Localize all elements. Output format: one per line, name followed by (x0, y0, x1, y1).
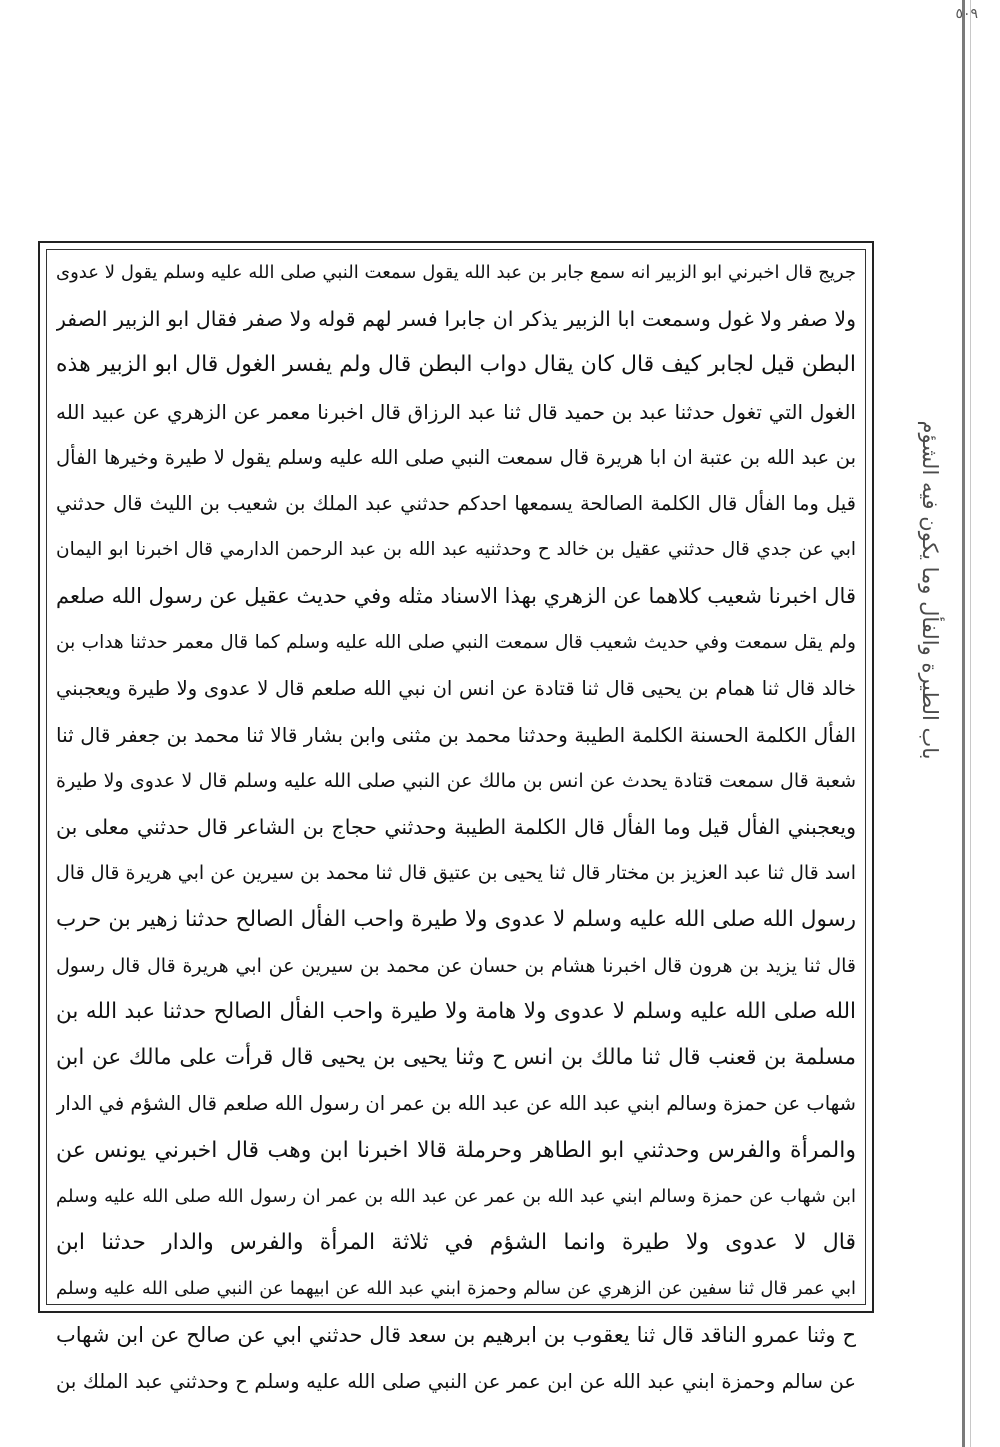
text-line: والمرأة والفرس وحدثني ابو الطاهر وحرملة قالا اخبرنا ابن وهب قال اخبرني يونس عن (56, 1137, 856, 1163)
text-line: البطن قيل لجابر كيف قال كان يقال دواب البطن قال ولم يفسر الغول قال ابو الزبير هذه (56, 352, 856, 378)
text-line: قال ثنا يزيد بن هرون قال اخبرنا هشام بن حسان عن محمد بن سيرين عن ابي هريرة قال قال رسول (56, 954, 856, 977)
text-line: ويعجبني الفأل قيل وما الفأل قال الكلمة الطيبة وحدثني حجاج بن الشاعر قال حدثني معلى بن (56, 815, 856, 840)
page-edge (962, 0, 965, 1447)
text-line: الفأل الكلمة الحسنة الكلمة الطيبة وحدثنا محمد بن مثنى وابن بشار قالا ثنا محمد بن جعفر قال ثنا (56, 722, 856, 747)
text-line: ابي عمر قال ثنا سفين عن الزهري عن سالم وحمزة ابني عبد الله عن ابيهما عن النبي صلى الله عليه وسلم (56, 1278, 856, 1300)
margin-heading (876, 380, 952, 800)
manuscript-text (46, 246, 866, 1393)
margin-heading-text: باب الطيرة والفأل وما يكون فيه الشؤم (918, 420, 942, 760)
text-line: بن عبد الله بن عتبة ان ابا هريرة قال سمعت النبي صلى الله عليه وسلم يقول لا طيرة وخيرها الفأل (56, 445, 856, 469)
text-line: قال اخبرنا شعيب كلاهما عن الزهري بهذا الاسناد مثله وفي حديث عقيل عن رسول الله صلعم (56, 584, 856, 609)
text-line: الغول التي تغول حدثنا عبد بن حميد قال ثنا عبد الرزاق قال اخبرنا معمر عن الزهري عن عبيد الله (56, 399, 856, 424)
text-line: شهاب عن حمزة وسالم ابني عبد الله عن عبد الله بن عمر ان رسول الله صلعم قال الشؤم في الدار (56, 1092, 856, 1116)
text-line: ولم يقل سمعت وفي حديث شعيب قال سمعت النبي صلى الله عليه وسلم كما قال معمر حدثنا هداب بن (56, 631, 856, 653)
page-edge-line (970, 0, 971, 1447)
text-line: قيل وما الفأل قال الكلمة الصالحة يسمعها احدكم حدثني عبد الملك بن شعيب بن الليث قال حدثني (56, 491, 856, 515)
folio-number: ٥٠٩ (955, 6, 978, 22)
text-line: رسول الله صلى الله عليه وسلم لا عدوى ولا طيرة واحب الفأل الصالح حدثنا زهير بن حرب (56, 906, 856, 932)
text-line: مسلمة بن قعنب قال ثنا مالك بن انس ح وثنا يحيى بن يحيى قال قرأت على مالك عن ابن (56, 1045, 856, 1071)
text-line: ابي عن جدي قال حدثني عقيل بن خالد ح وحدثنيه عبد الله بن عبد الرحمن الدارمي قال اخبرنا ابو اليمان (56, 539, 856, 561)
text-line: الله صلى الله عليه وسلم لا عدوى ولا هامة ولا طيرة واحب الفأل الصالح حدثنا عبد الله بن (56, 999, 856, 1024)
text-line: جريج قال اخبرني ابو الزبير انه سمع جابر بن عبد الله يقول سمعت النبي صلى الله عليه وسلم يقول لا عدوى (56, 262, 856, 283)
text-line: ولا صفر ولا غول وسمعت ابا الزبير يذكر ان جابرا فسر لهم قوله ولا صفر فقال ابو الزبير الصفر (56, 307, 856, 332)
text-line: شعبة قال سمعت قتادة يحدث عن انس بن مالك عن النبي صلى الله عليه وسلم قال لا عدوى ولا طيرة (56, 770, 856, 793)
text-line: خالد قال ثنا همام بن يحيى قال ثنا قتادة عن انس ان نبي الله صلعم قال لا عدوى ولا طيرة ويعجبني (56, 676, 856, 700)
text-line: قال لا عدوى ولا طيرة وانما الشؤم في ثلاثة المرأة والفرس والدار حدثنا ابن (56, 1229, 856, 1255)
text-line: اسد قال ثنا عبد العزيز بن مختار قال ثنا يحيى بن عتيق قال ثنا محمد بن سيرين عن ابي هريرة قال قال (56, 862, 856, 885)
text-line: عن سالم وحمزة ابني عبد الله عن ابن عمر عن النبي صلى الله عليه وسلم ح وحدثني عبد الملك بن (56, 1369, 856, 1393)
text-line: ح وثنا عمرو الناقد قال ثنا يعقوب بن ابرهيم بن سعد قال حدثني ابي عن صالح عن ابن شهاب (56, 1323, 856, 1348)
text-line: ابن شهاب عن حمزة وسالم ابني عبد الله بن عمر عن عبد الله بن عمر ان رسول الله صلى الله عليه وسلم (56, 1185, 856, 1207)
